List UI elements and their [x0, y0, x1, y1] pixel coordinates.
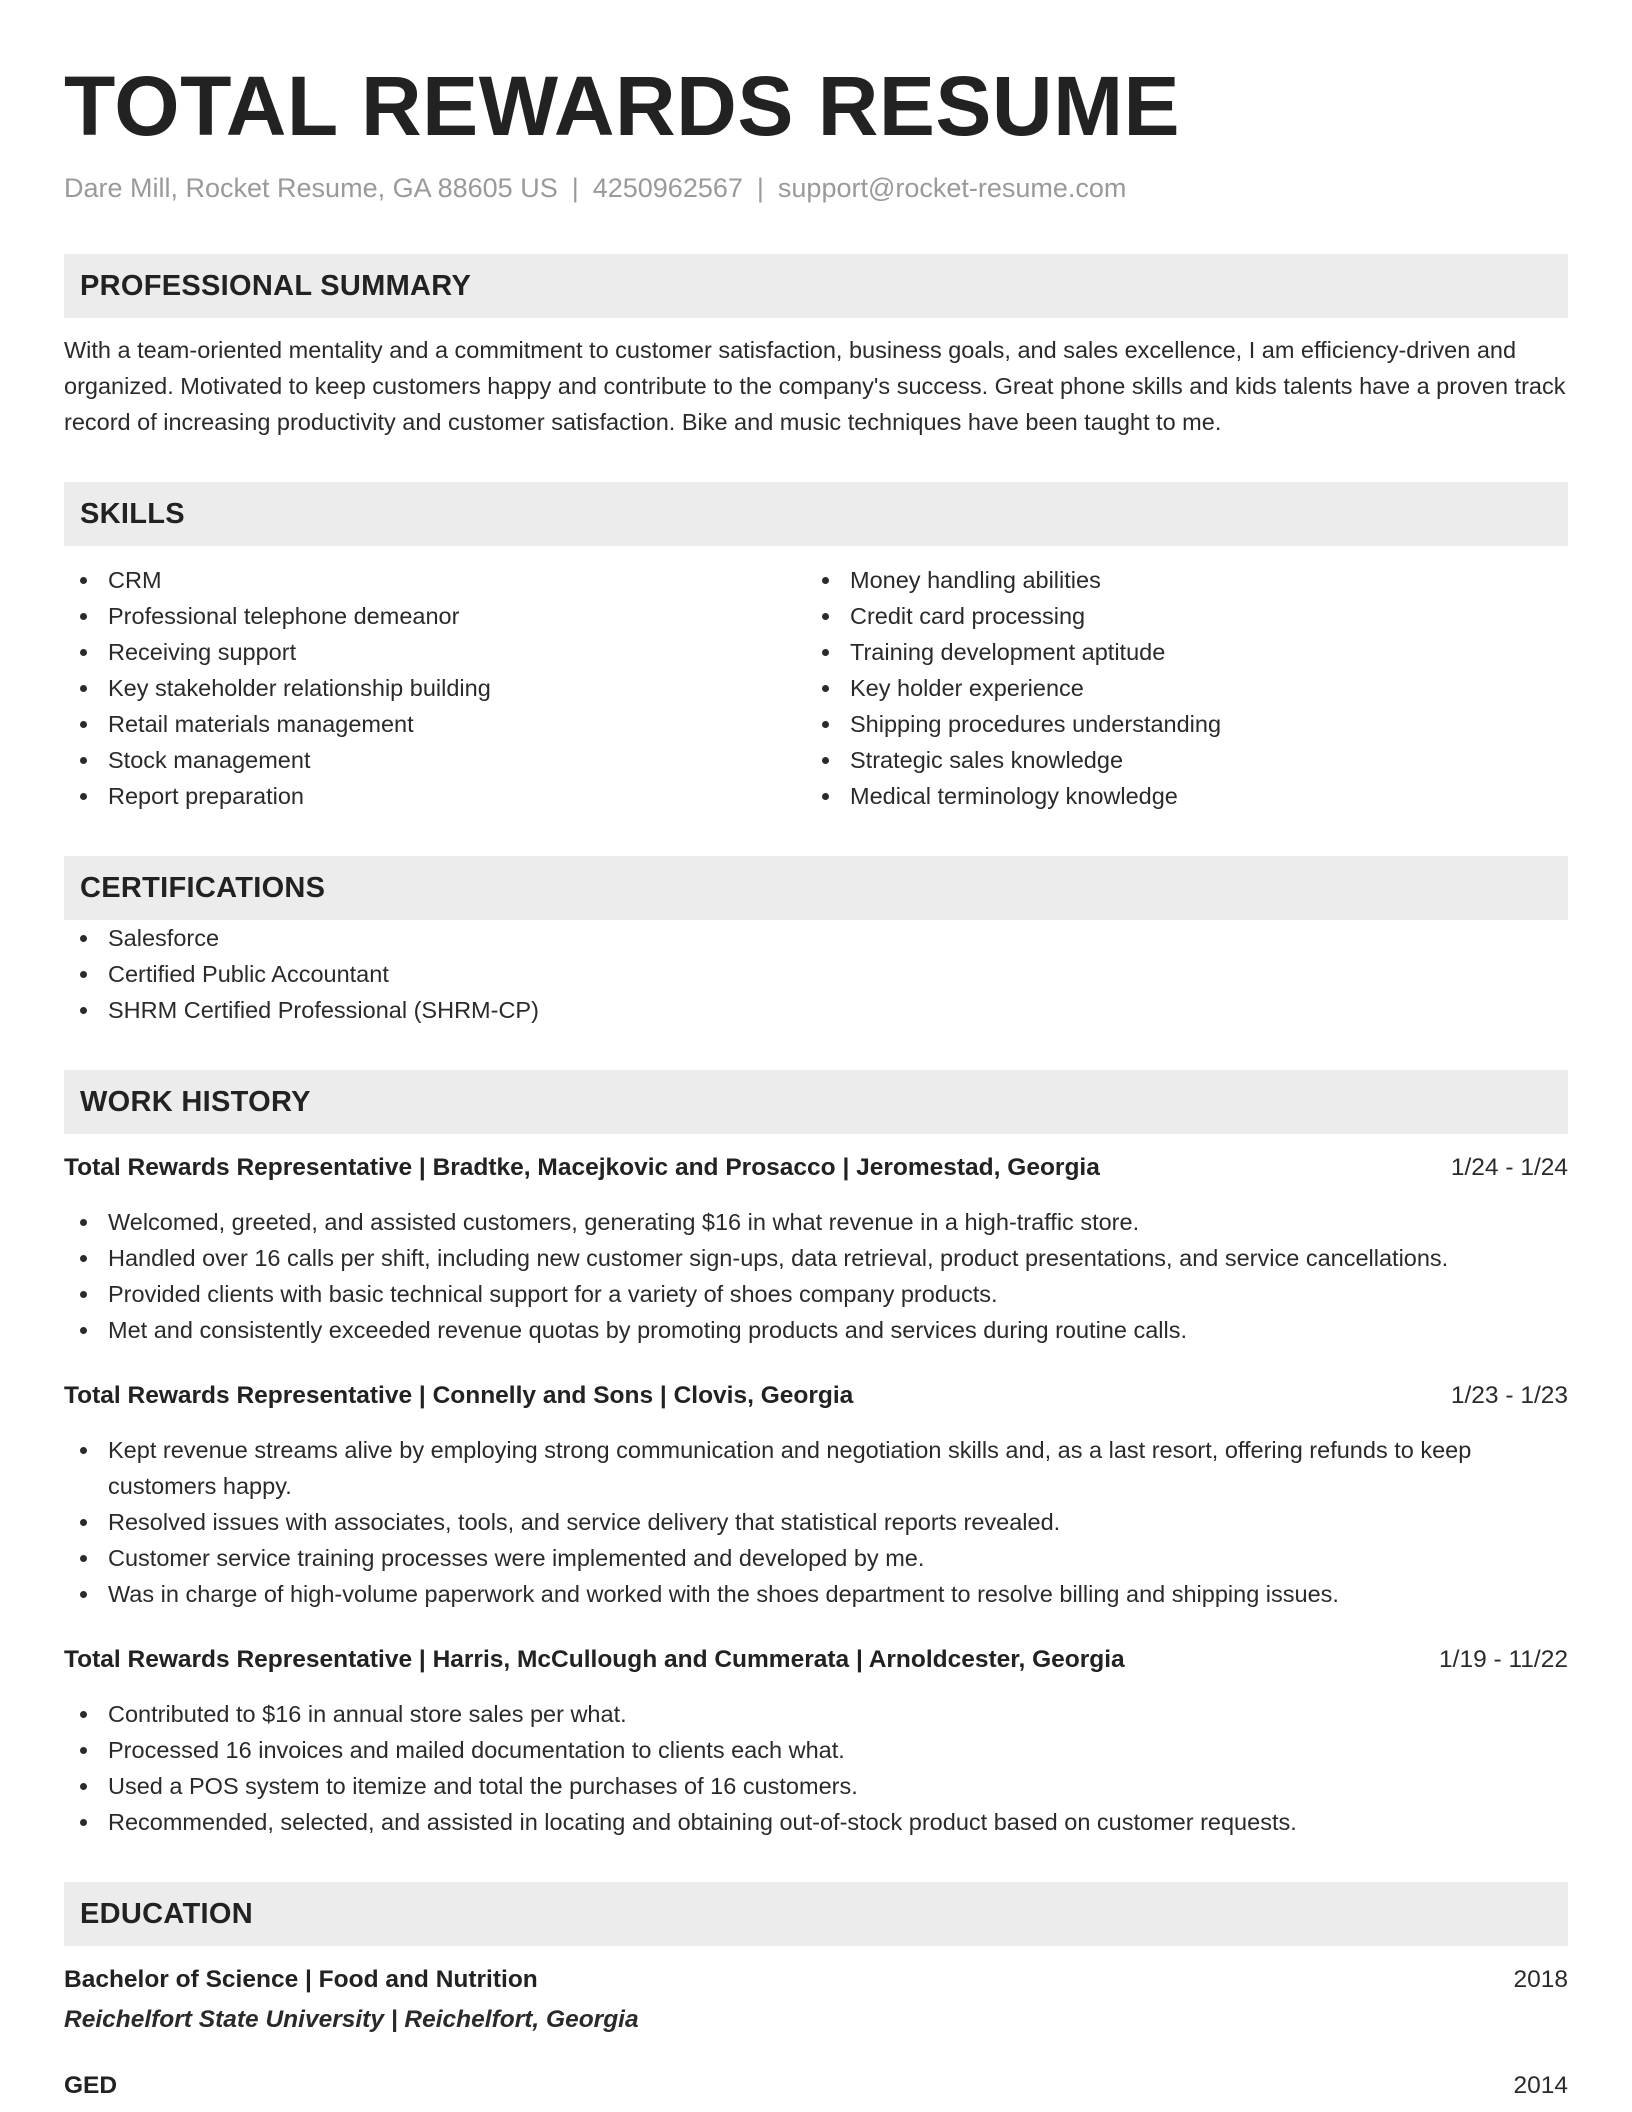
skills-list-left [64, 562, 806, 814]
section-header-skills: SKILLS [64, 482, 1568, 546]
education-degree: GED [64, 2072, 118, 2099]
job-title: Total Rewards Representative | Harris, McCullough and Cummerata | Arnoldcester, Georgia [64, 1646, 1125, 1673]
job-bullet: Resolved issues with associates, tools, and service delivery that statistical reports revealed. [64, 1504, 1568, 1540]
section-header-summary: PROFESSIONAL SUMMARY [64, 254, 1568, 318]
skill-item: Credit card processing [806, 598, 1548, 634]
certification-item: Salesforce [64, 920, 1568, 956]
job-title: Total Rewards Representative | Bradtke, Macejkovic and Prosacco | Jeromestad, Georgia [64, 1154, 1100, 1181]
job-dates: 1/24 - 1/24 [1450, 1154, 1568, 1181]
skill-item: Strategic sales knowledge [806, 742, 1548, 778]
skill-item: Money handling abilities [806, 562, 1548, 598]
job-bullets [64, 1432, 1568, 1612]
education-year: 2018 [1513, 1966, 1568, 1993]
job-title: Total Rewards Representative | Connelly and Sons | Clovis, Georgia [64, 1382, 854, 1409]
certification-item: Certified Public Accountant [64, 956, 1568, 992]
job-header [64, 1378, 1568, 1414]
education-degree: Bachelor of Science | Food and Nutrition [64, 1966, 538, 1993]
education-entry [64, 1962, 1568, 2038]
skills-grid [64, 562, 1568, 814]
skill-item: Training development aptitude [806, 634, 1548, 670]
contact-phone: 4250962567 [592, 173, 743, 203]
job-header [64, 1150, 1568, 1186]
section-header-education: EDUCATION [64, 1882, 1568, 1946]
resume-title: TOTAL REWARDS RESUME [64, 59, 1181, 153]
job-header [64, 1642, 1568, 1678]
education-header [64, 2068, 1568, 2104]
skill-item: Shipping procedures understanding [806, 706, 1548, 742]
section-header-work-history: WORK HISTORY [64, 1070, 1568, 1134]
job-bullet: Used a POS system to itemize and total the purchases of 16 customers. [64, 1768, 1568, 1804]
job-bullet: Provided clients with basic technical support for a variety of shoes company products. [64, 1276, 1568, 1312]
job-entry [64, 1642, 1568, 1840]
contact-email: support@rocket-resume.com [777, 173, 1127, 203]
education-school: Reichelfort State University | Reichelfort, Georgia [64, 2006, 639, 2033]
education-entry [64, 2068, 1568, 2104]
contact-address: Dare Mill, Rocket Resume, GA 88605 US [64, 173, 558, 203]
job-bullet: Met and consistently exceeded revenue quotas by promoting products and services during routine calls. [64, 1312, 1568, 1348]
job-bullet: Welcomed, greeted, and assisted customers, generating $16 in what revenue in a high-traffic store. [64, 1204, 1568, 1240]
skill-item: Key stakeholder relationship building [64, 670, 806, 706]
education-header [64, 1962, 1568, 1998]
contact-separator: | [756, 173, 764, 203]
skill-item: Stock management [64, 742, 806, 778]
job-bullet: Customer service training processes were implemented and developed by me. [64, 1540, 1568, 1576]
job-entry [64, 1150, 1568, 1348]
job-bullet: Recommended, selected, and assisted in locating and obtaining out-of-stock product based on customer requests. [64, 1804, 1568, 1840]
skill-item: Key holder experience [806, 670, 1548, 706]
job-bullets [64, 1696, 1568, 1840]
skill-item: Medical terminology knowledge [806, 778, 1548, 814]
job-entry [64, 1378, 1568, 1612]
job-bullet: Kept revenue streams alive by employing strong communication and negotiation skills and, as a last resort, offering refunds to keep customers happy. [64, 1432, 1568, 1504]
certification-item: SHRM Certified Professional (SHRM-CP) [64, 992, 1568, 1028]
certifications-list [64, 920, 1568, 1028]
job-bullet: Contributed to $16 in annual store sales per what. [64, 1696, 1568, 1732]
job-bullets [64, 1204, 1568, 1348]
skill-item: Professional telephone demeanor [64, 598, 806, 634]
contact-separator: | [571, 173, 579, 203]
skill-item: CRM [64, 562, 806, 598]
skills-column-left [64, 562, 806, 814]
skills-list-right [806, 562, 1548, 814]
job-dates: 1/19 - 11/22 [1439, 1646, 1568, 1673]
job-bullet: Was in charge of high-volume paperwork and worked with the shoes department to resolve billing and shipping issues. [64, 1576, 1568, 1612]
skill-item: Report preparation [64, 778, 806, 814]
section-header-certifications: CERTIFICATIONS [64, 856, 1568, 920]
job-dates: 1/23 - 1/23 [1450, 1382, 1568, 1409]
skill-item: Retail materials management [64, 706, 806, 742]
skills-column-right [806, 562, 1548, 814]
job-bullet: Handled over 16 calls per shift, including new customer sign-ups, data retrieval, product presentations, and service cancellations. [64, 1240, 1568, 1276]
job-bullet: Processed 16 invoices and mailed documentation to clients each what. [64, 1732, 1568, 1768]
education-year: 2014 [1513, 2072, 1568, 2099]
contact-line [64, 172, 1568, 204]
summary-text: With a team-oriented mentality and a commitment to customer satisfaction, business goals, and sales excellence, I am efficiency-driven and organized. Motivated to keep customers happy and contribute to the company's success. Great phone skills and kids talents have a proven track record of increasing productivity and customer satisfaction. Bike and music techniques have been taught to me. [64, 337, 1566, 435]
skill-item: Receiving support [64, 634, 806, 670]
